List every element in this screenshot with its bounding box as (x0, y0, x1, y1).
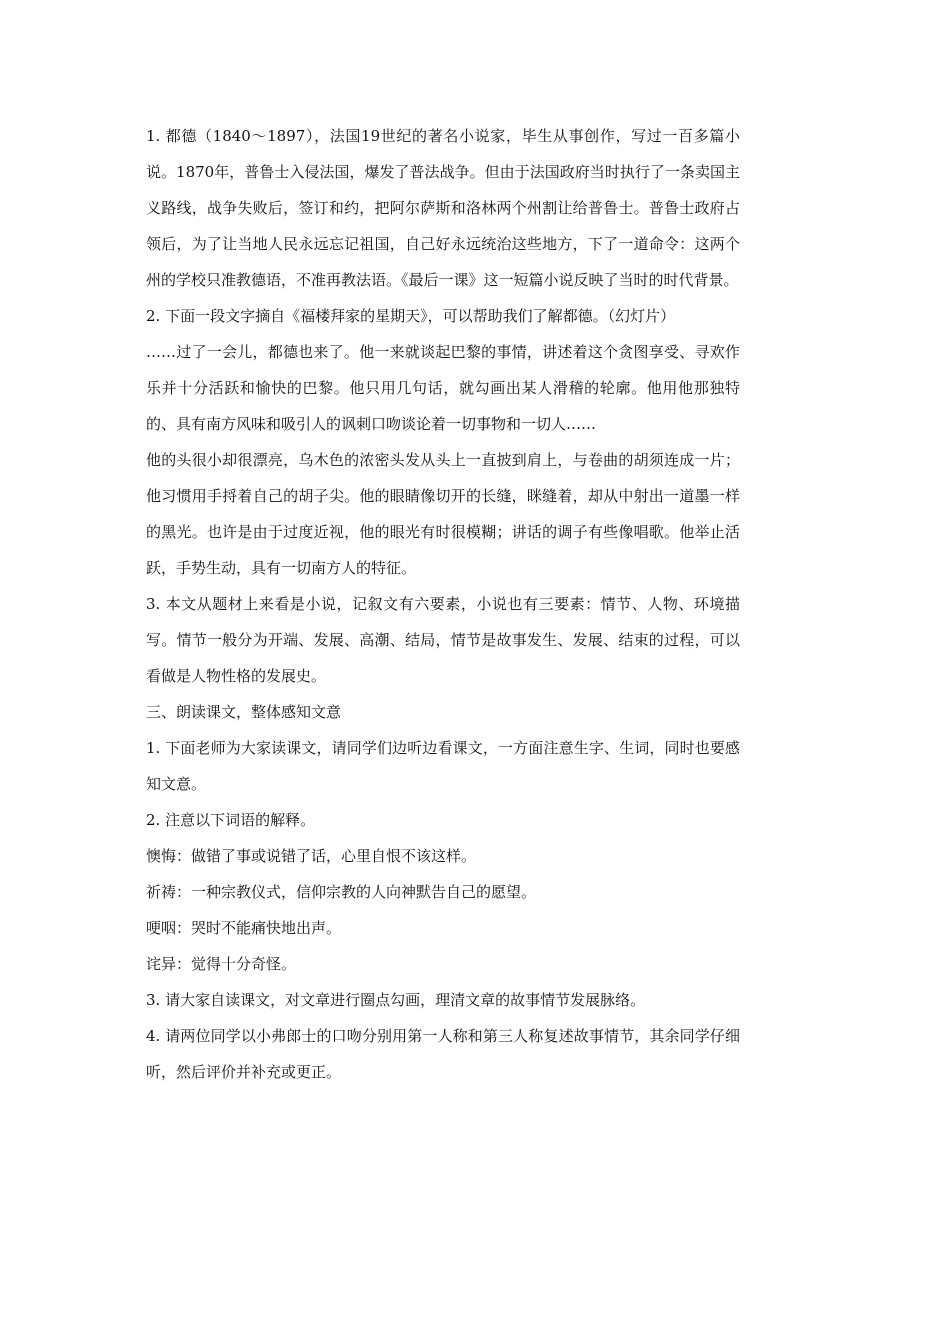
paragraph-excerpt-2: 他的头很小却很漂亮，乌木色的浓密头发从头上一直披到肩上，与卷曲的胡须连成一片；他习惯用手捋着自己的胡子尖。他的眼睛像切开的长缝，眯缝着，却从中射出一道墨一样的黑光。也许是由于过度近视，他的眼光有时很模糊；讲话的调子有些像唱歌。他举止活跃，手势生动，具有一切南方人的特征。 (146, 451, 740, 577)
paragraph-excerpt-intro: 2. 下面一段文字摘自《福楼拜家的星期天》，可以帮助我们了解都德。（幻灯片） (146, 307, 676, 325)
paragraph-reading-step-1: 1. 下面老师为大家读课文，请同学们边听边看课文，一方面注意生字、生词，同时也要感知文意。 (146, 739, 740, 793)
section-heading: 三、朗读课文，整体感知文意 (146, 703, 342, 721)
paragraph-reading-step-2: 2. 注意以下词语的解释。 (146, 811, 316, 829)
vocab-item: 诧异：觉得十分奇怪。 (146, 955, 297, 973)
vocab-item: 懊悔：做错了事或说错了话，心里自恨不该这样。 (146, 847, 477, 865)
paragraph-author-background: 1. 都德（1840～1897），法国19世纪的著名小说家，毕生从事创作，写过一百多篇小说。1870年，普鲁士入侵法国，爆发了普法战争。但由于法国政府当时执行了一条卖国主义路线，战争失败后，签订和约，把阿尔萨斯和洛林两个州割让给普鲁士。普鲁士政府占领后，为了让当地人民永远忘记祖国，自己好永远统治这些地方，下了一道命令：这两个州的学校只准教德语，不准再教法语。《最后一课》这一短篇小说反映了当时的时代背景。 (146, 127, 740, 289)
paragraph-novel-elements: 3. 本文从题材上来看是小说，记叙文有六要素，小说也有三要素：情节、人物、环境描写。情节一般分为开端、发展、高潮、结局，情节是故事发生、发展、结束的过程，可以看做是人物性格的发展史。 (146, 595, 740, 685)
paragraph-excerpt-1: ……过了一会儿，都德也来了。他一来就谈起巴黎的事情，讲述着这个贪图享受、寻欢作乐并十分活跃和愉快的巴黎。他只用几句话，就勾画出某人滑稽的轮廓。他用他那独特的、具有南方风味和吸引人的讽刺口吻谈论着一切事物和一切人…… (146, 343, 740, 433)
document-body (146, 118, 740, 1090)
vocab-item: 哽咽：哭时不能痛快地出声。 (146, 919, 342, 937)
paragraph-reading-step-4: 4. 请两位同学以小弗郎士的口吻分别用第一人称和第三人称复述故事情节，其余同学仔细听，然后评价并补充或更正。 (146, 1027, 740, 1081)
vocab-item: 祈祷：一种宗教仪式，信仰宗教的人向神默告自己的愿望。 (146, 883, 537, 901)
paragraph-reading-step-3: 3. 请大家自读课文，对文章进行圈点勾画，理清文章的故事情节发展脉络。 (146, 991, 646, 1009)
